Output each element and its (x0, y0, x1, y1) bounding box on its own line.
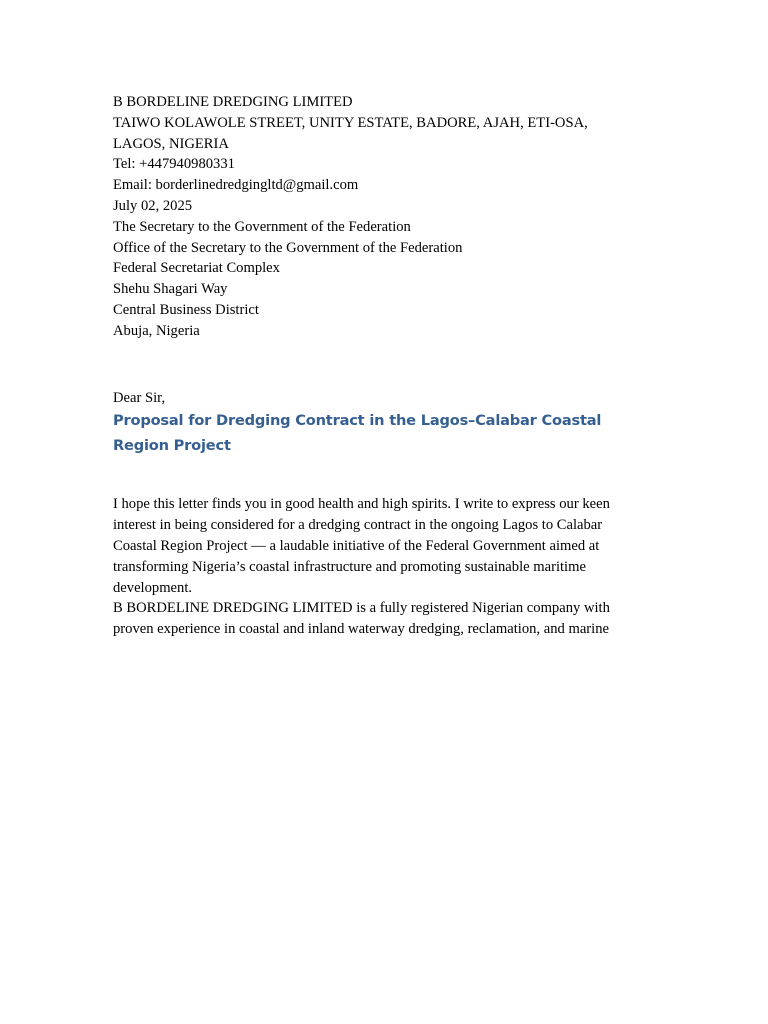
letter-date: July 02, 2025 (113, 197, 193, 214)
sender-company-name: B BORDELINE DREDGING LIMITED (113, 94, 353, 110)
recipient-line: Abuja, Nigeria (113, 322, 200, 339)
body-paragraph: I hope this letter finds you in good health and high spirits. I write to express our keen interest in being considered for a dredging contract in the ongoing Lagos to Calabar Coastal Region Project — a laudable initiative of the Federal Government aimed at transforming Nigeria’s coastal infrastructure and promoting sustainable maritime development. (113, 496, 610, 596)
recipient-line: Office of the Secretary to the Government of the Federation (113, 239, 463, 256)
recipient-line: Shehu Shagari Way (113, 281, 228, 298)
recipient-line: Federal Secretariat Complex (113, 260, 280, 277)
body-paragraph: B BORDELINE DREDGING LIMITED is a fully registered Nigerian company with proven experience in coastal and inland waterway dredging, reclamation, and marine (113, 600, 610, 638)
subject-heading: Proposal for Dredging Contract in the Lagos–Calabar Coastal Region Project (113, 412, 602, 455)
recipient-line: The Secretary to the Government of the Federation (113, 218, 411, 235)
salutation: Dear Sir, (113, 389, 166, 406)
sender-email: Email: borderlinedredgingltd@gmail.com (113, 177, 359, 194)
recipient-block (113, 217, 633, 342)
letter-page (113, 92, 633, 640)
sender-address: TAIWO KOLAWOLE STREET, UNITY ESTATE, BADORE, AJAH, ETI-OSA, LAGOS, NIGERIA (113, 114, 588, 152)
recipient-line: Central Business District (113, 301, 259, 318)
sender-telephone: Tel: +447940980331 (113, 156, 235, 173)
